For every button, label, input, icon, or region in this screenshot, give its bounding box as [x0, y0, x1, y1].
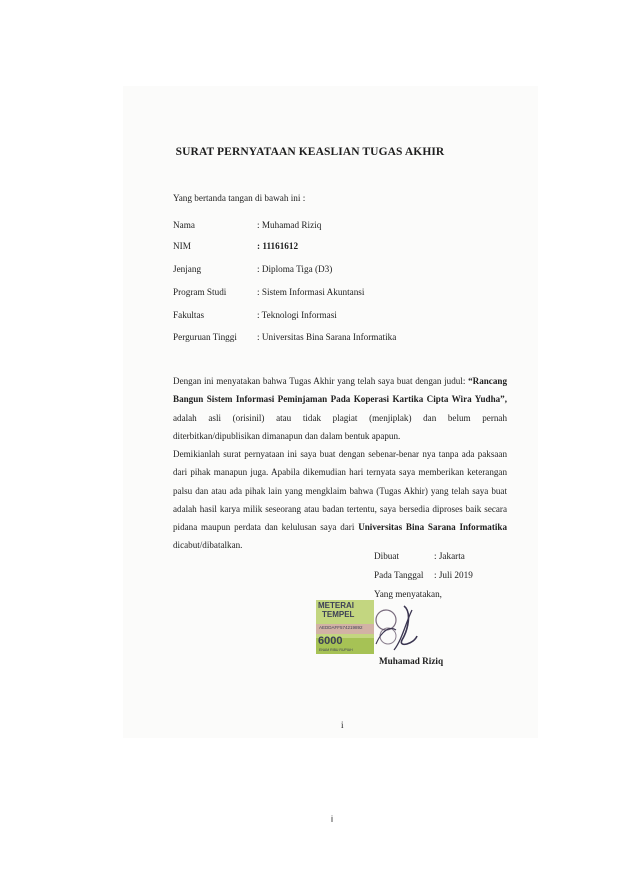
- field-label: NIM: [173, 241, 191, 251]
- tanggal-label: Pada Tanggal: [374, 570, 424, 580]
- stamp-sub: ENAM RIBU RUPIAH: [319, 648, 353, 652]
- paragraph-declaration: [173, 372, 507, 445]
- thesis-title: “Rancang Bangun Sistem Informasi Peminjaman Pada Koperasi Kartika Cipta Wira Yudha”,: [173, 376, 507, 405]
- document-title: SURAT PERNYATAAN KEASLIAN TUGAS AKHIR: [175, 146, 445, 158]
- meterai-stamp: [316, 600, 419, 656]
- field-value: : Diploma Tiga (D3): [257, 264, 333, 274]
- stamp-serial: AEDDAFF574219892: [319, 625, 363, 630]
- dibuat-value: : Jakarta: [434, 551, 465, 561]
- stamp-line2: TEMPEL: [322, 610, 355, 619]
- field-label: Nama: [173, 220, 195, 230]
- tanggal-value: : Juli 2019: [434, 570, 473, 580]
- page-number-inner: i: [341, 720, 344, 730]
- field-label: Perguruan Tinggi: [173, 332, 237, 342]
- institution-name: Universitas Bina Sarana Informatika: [358, 522, 508, 533]
- statement-text: Yang menyatakan,: [374, 589, 442, 599]
- stamp-amount: 6000: [318, 635, 343, 647]
- paragraph-rest: adalah asli (orisinil) atau tidak plagiat (menjiplak) dan belum pernah diterbitkan/dipublisikan dimanapun dan dalam bentuk apapun.: [173, 412, 507, 441]
- field-value: : Muhamad Riziq: [257, 220, 322, 230]
- field-label: Jenjang: [173, 264, 202, 274]
- field-value: : Teknologi Informasi: [257, 310, 337, 320]
- closing-text: Demikianlah surat pernyataan ini saya buat dengan sebenar-benar nya tanpa ada paksaan dari pihak manapun juga. Apabila dikemudian hari ternyata saya memberikan keterangan palsu dan atau ada pihak lain yang mengklaim bahwa (Tugas Akhir) yang telah saya buat adalah hasil karya milik seseorang atau badan tertentu, saya bersedia diproses baik secara pidana maupun perdata dan kelulusan saya dari: [173, 449, 507, 533]
- stamp-line1: METERAI: [318, 601, 354, 610]
- field-value: : 11161612: [257, 241, 299, 251]
- field-value: : Sistem Informasi Akuntansi: [257, 287, 365, 297]
- paragraph-closing: [173, 445, 507, 555]
- intro-text: Yang bertanda tangan di bawah ini :: [173, 193, 306, 203]
- field-value: : Universitas Bina Sarana Informatika: [257, 332, 397, 342]
- field-label: Fakultas: [173, 310, 205, 320]
- page-number-outer: i: [331, 814, 333, 824]
- signer-name: Muhamad Riziq: [379, 656, 444, 666]
- closing-end: dicabut/dibatalkan.: [173, 540, 243, 551]
- paragraph-lead: Dengan ini menyatakan bahwa Tugas Akhir yang telah saya buat dengan judul:: [173, 376, 466, 386]
- dibuat-label: Dibuat: [374, 551, 400, 561]
- field-label: Program Studi: [173, 287, 227, 297]
